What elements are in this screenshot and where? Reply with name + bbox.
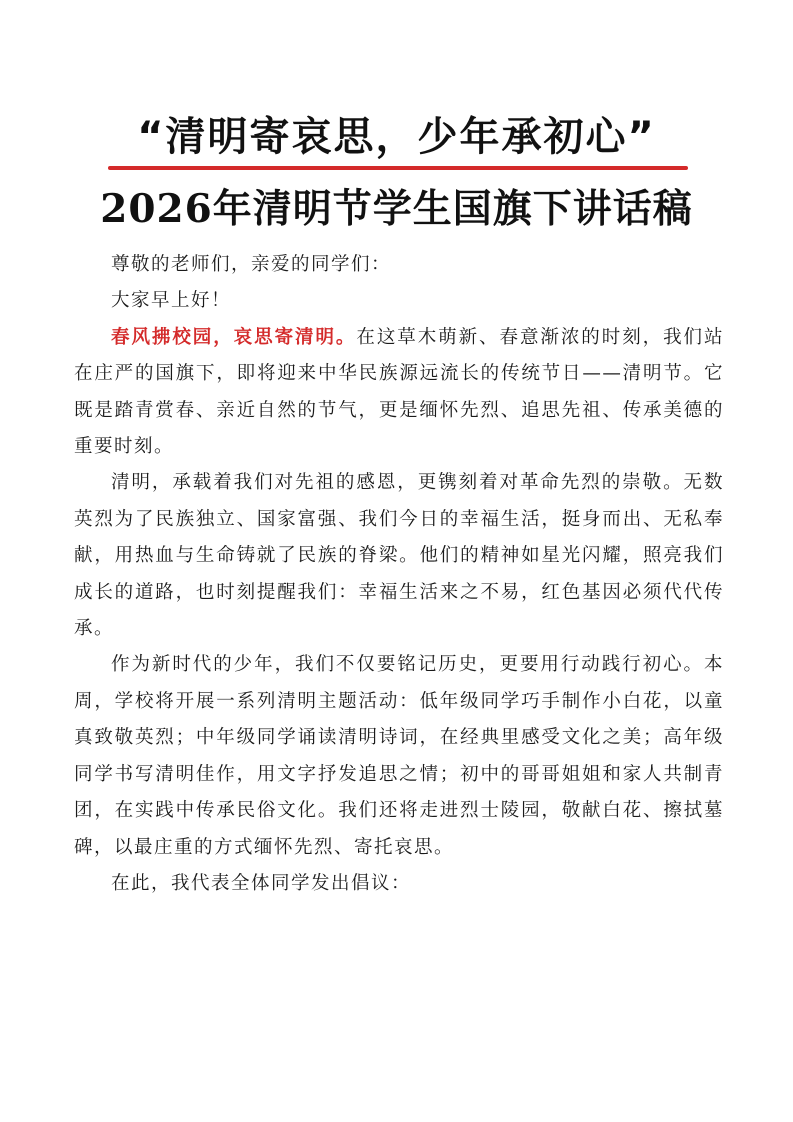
paragraph-2: 清明，承载着我们对先祖的感恩，更镌刻着对革命先烈的崇敬。无数英烈为了民族独立、国家富强、我们今日的幸福生活，挺身而出、无私奉献，用热血与生命铸就了民族的脊梁。他们的精神如星光闪耀，照亮我们成长的道路，也时刻提醒我们：幸福生活来之不易，红色基因必须代代传承。 [74,472,724,640]
paragraph-1 [74,320,724,466]
paragraph-4: 在此，我代表全体同学发出倡议： [111,872,412,894]
salutation: 尊敬的老师们，亲爱的同学们： [111,254,392,275]
document-body [74,247,724,902]
paragraph-1-text: 在这草木萌新、春意渐浓的时刻，我们站在庄严的国旗下，即将迎来中华民族源远流长的传统节日——清明节。它既是踏青赏春、亲近自然的节气，更是缅怀先烈、追思先祖、传承美德的重要时刻。 [74,326,724,458]
document-title: “清明寄哀思，少年承初心” [137,114,656,160]
greeting: 大家早上好！ [111,290,232,312]
paragraph-1-lead: 春风拂校园，哀思寄清明。 [111,326,357,348]
document-subtitle: 2026年清明节学生国旗下讲话稿 [100,186,693,232]
title-underline [108,166,688,170]
paragraph-3: 作为新时代的少年，我们不仅要铭记历史，更要用行动践行初心。本周，学校将开展一系列清明主题活动：低年级同学巧手制作小白花，以童真致敬英烈；中年级同学诵读清明诗词，在经典里感受文化之美；高年级同学书写清明佳作，用文字抒发追思之情；初中的哥哥姐姐和家人共制青团，在实践中传承民俗文化。我们还将走进烈士陵园，敬献白花、擦拭墓碑，以最庄重的方式缅怀先烈、寄托哀思。 [74,654,724,858]
